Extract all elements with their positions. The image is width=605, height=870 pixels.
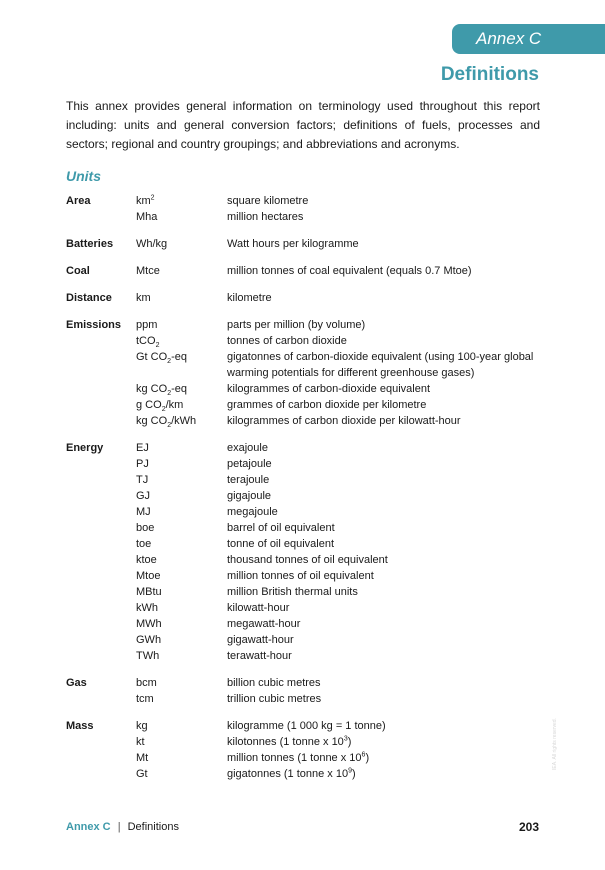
row-definition: kilometre xyxy=(227,292,272,304)
row-category xyxy=(66,413,136,429)
row-unit: $km^2$ xyxy=(136,194,155,207)
row-unit: kg $CO_2$/kWh xyxy=(136,415,197,430)
row-category xyxy=(66,766,136,782)
table-row xyxy=(66,691,546,707)
row-unit: PJ xyxy=(136,458,149,470)
table-row xyxy=(66,333,546,349)
table-row xyxy=(66,734,546,750)
row-category xyxy=(66,600,136,616)
table-row xyxy=(66,193,546,209)
footer xyxy=(66,821,179,833)
row-definition: terajoule xyxy=(227,474,270,486)
table-row xyxy=(66,236,546,252)
row-unit: GWh xyxy=(136,634,162,646)
row-definition: megawatt-hour xyxy=(227,618,301,630)
table-row xyxy=(66,381,546,397)
table-row xyxy=(66,349,546,381)
row-definition: thousand tonnes of oil equivalent xyxy=(227,554,388,566)
row-category xyxy=(66,209,136,225)
table-row xyxy=(66,568,546,584)
row-category xyxy=(66,568,136,584)
row-category xyxy=(66,584,136,600)
row-category xyxy=(66,397,136,413)
row-unit: Wh/kg xyxy=(136,238,168,250)
row-category xyxy=(66,734,136,750)
row-definition: kilogramme (1 000 kg = 1 tonne) xyxy=(227,720,386,732)
row-definition: kilogrammes of carbon dioxide per kilowatt-hour xyxy=(227,415,461,427)
table-row xyxy=(66,766,546,782)
row-definition: gigatonnes (1 tonne x $10^9$) xyxy=(227,767,356,780)
row-unit: Gt xyxy=(136,768,148,780)
intro-paragraph: This annex provides general information on terminology used throughout this report including: units and general conversion factors; definitions of fuels, processes and sectors; regional and country groupings; and abbreviations and acronyms. xyxy=(66,99,540,151)
row-definition: kilotonnes (1 tonne x $10^3$) xyxy=(227,735,352,748)
row-category: Energy xyxy=(66,442,104,454)
row-unit: bcm xyxy=(136,677,157,689)
table-row xyxy=(66,209,546,225)
row-unit: GJ xyxy=(136,490,151,502)
table-row xyxy=(66,632,546,648)
table-row xyxy=(66,520,546,536)
row-definition: grammes of carbon dioxide per kilometre xyxy=(227,399,427,411)
row-category xyxy=(66,536,136,552)
row-category xyxy=(66,648,136,664)
table-row xyxy=(66,536,546,552)
row-definition: million tonnes of coal equivalent (equals 0.7 Mtoe) xyxy=(227,265,472,277)
row-definition: tonne of oil equivalent xyxy=(227,538,335,550)
row-unit: tcm xyxy=(136,693,154,705)
row-unit: Mha xyxy=(136,211,158,223)
row-definition: gigatonnes of carbon-dioxide equivalent (using 100-year global warming potentials for different greenhouse gases) xyxy=(227,351,534,379)
row-category xyxy=(66,750,136,766)
row-unit: toe xyxy=(136,538,152,550)
row-definition: trillion cubic metres xyxy=(227,693,322,705)
row-definition: megajoule xyxy=(227,506,278,518)
row-category: Coal xyxy=(66,265,90,277)
footer-annex: Annex C xyxy=(66,821,111,833)
table-row xyxy=(66,648,546,664)
row-category xyxy=(66,504,136,520)
row-category xyxy=(66,632,136,648)
row-definition: barrel of oil equivalent xyxy=(227,522,335,534)
row-definition: billion cubic metres xyxy=(227,677,321,689)
watermark: IEA. All rights reserved. xyxy=(552,718,558,770)
row-category: Area xyxy=(66,195,91,207)
row-category: Gas xyxy=(66,677,87,689)
row-category xyxy=(66,616,136,632)
row-unit: g $CO_2/km$ xyxy=(136,399,184,414)
row-definition: kilogrammes of carbon-dioxide equivalent xyxy=(227,383,430,395)
row-category: Mass xyxy=(66,720,94,732)
row-unit: km xyxy=(136,292,151,304)
row-category xyxy=(66,520,136,536)
row-unit: kt xyxy=(136,736,145,748)
table-row xyxy=(66,600,546,616)
row-unit: ktoe xyxy=(136,554,157,566)
page-number: 203 xyxy=(518,820,539,834)
table-row xyxy=(66,413,546,429)
table-row xyxy=(66,290,546,306)
table-row xyxy=(66,718,546,734)
row-unit: boe xyxy=(136,522,155,534)
table-row xyxy=(66,675,546,691)
row-category xyxy=(66,333,136,349)
row-category xyxy=(66,552,136,568)
row-definition: Watt hours per kilogramme xyxy=(227,238,359,250)
row-unit: tCO$_2$ xyxy=(136,335,160,350)
row-definition: gigawatt-hour xyxy=(227,634,294,646)
table-row xyxy=(66,488,546,504)
table-row xyxy=(66,504,546,520)
row-category xyxy=(66,349,136,381)
section-heading-units: Units xyxy=(66,168,101,184)
row-category xyxy=(66,691,136,707)
units-table xyxy=(66,193,546,782)
row-definition: petajoule xyxy=(227,458,272,470)
row-category: Distance xyxy=(66,292,112,304)
row-unit: TWh xyxy=(136,650,160,662)
row-unit: Mtce xyxy=(136,265,160,277)
table-row xyxy=(66,552,546,568)
row-definition: parts per million (by volume) xyxy=(227,319,366,331)
row-definition: gigajoule xyxy=(227,490,272,502)
row-unit: ppm xyxy=(136,319,158,331)
row-unit: kg $CO_2-eq$ xyxy=(136,383,187,398)
row-unit: MBtu xyxy=(136,586,162,598)
row-definition: square kilometre xyxy=(227,195,309,207)
row-definition: million hectares xyxy=(227,211,304,223)
row-unit: kg xyxy=(136,720,148,732)
table-row xyxy=(66,317,546,333)
row-category: Emissions xyxy=(66,319,122,331)
row-unit: MWh xyxy=(136,618,162,630)
row-unit: Mtoe xyxy=(136,570,161,582)
row-definition: million tonnes (1 tonne x $10^6$) xyxy=(227,751,370,764)
row-unit: kWh xyxy=(136,602,158,614)
annex-label: Annex C xyxy=(476,29,542,48)
row-category xyxy=(66,381,136,397)
row-unit: MJ xyxy=(136,506,151,518)
annex-tab xyxy=(452,24,605,54)
row-unit: Gt $CO_2-eq$ xyxy=(136,351,187,366)
table-row xyxy=(66,456,546,472)
row-category xyxy=(66,488,136,504)
row-unit: TJ xyxy=(136,474,149,486)
footer-separator: | xyxy=(117,821,121,833)
row-definition: exajoule xyxy=(227,442,268,454)
row-definition: tonnes of carbon dioxide xyxy=(227,335,347,347)
table-row xyxy=(66,440,546,456)
row-category: Batteries xyxy=(66,238,114,250)
page-title: Definitions xyxy=(440,64,539,85)
row-definition: million British thermal units xyxy=(227,586,358,598)
footer-section: Definitions xyxy=(127,821,179,833)
row-category xyxy=(66,472,136,488)
row-category xyxy=(66,456,136,472)
table-row xyxy=(66,750,546,766)
table-row xyxy=(66,472,546,488)
row-unit: EJ xyxy=(136,442,149,454)
table-row xyxy=(66,616,546,632)
row-unit: Mt xyxy=(136,752,149,764)
row-definition: terawatt-hour xyxy=(227,650,292,662)
table-row xyxy=(66,263,546,279)
row-definition: kilowatt-hour xyxy=(227,602,290,614)
table-row xyxy=(66,397,546,413)
row-definition: million tonnes of oil equivalent xyxy=(227,570,374,582)
table-row xyxy=(66,584,546,600)
